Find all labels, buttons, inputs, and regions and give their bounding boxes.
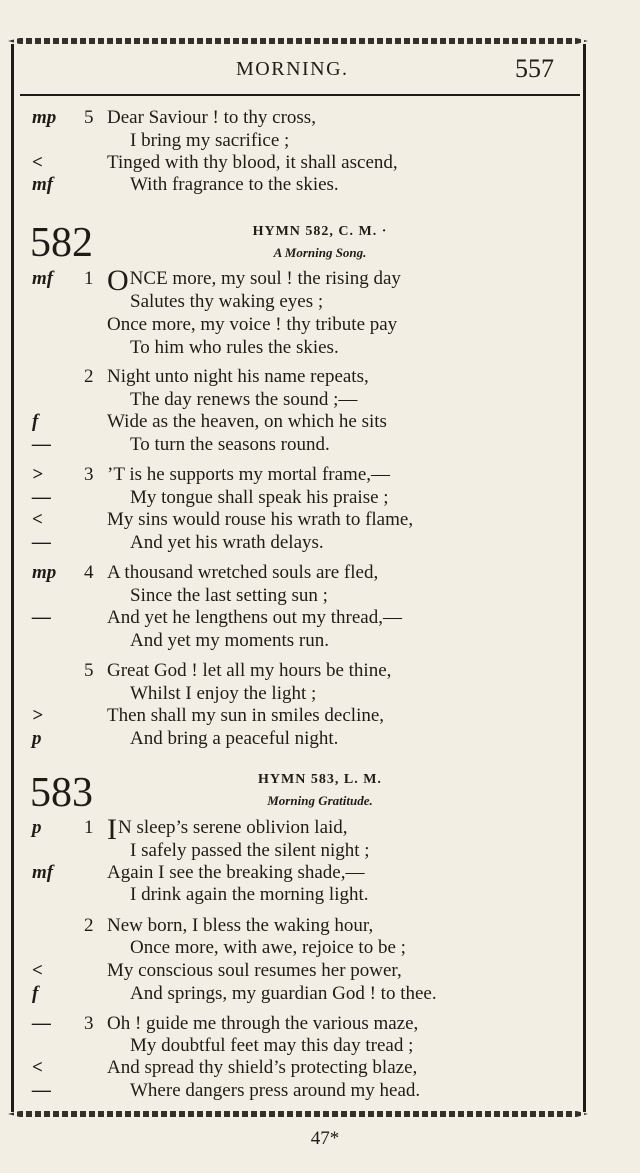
dynamic-marking: — (32, 487, 51, 508)
dynamic-marking: > (32, 705, 43, 726)
bottom-ornamental-rule (8, 1111, 588, 1117)
running-title: MORNING. (236, 58, 349, 80)
verse-text: Then shall my sun in smiles decline, (107, 705, 385, 726)
dynamic-marking: — (32, 1080, 51, 1101)
verse-line (0, 411, 640, 435)
verse-text: Once more, my voice ! thy tribute pay (107, 314, 398, 335)
verse-line (0, 130, 640, 154)
verse-text: Since the last setting sun ; (130, 585, 328, 606)
dynamic-marking: < (32, 509, 43, 530)
verse-line (0, 1035, 640, 1059)
verse-text: To him who rules the skies. (130, 337, 339, 358)
running-header (0, 54, 640, 94)
verse-text: Where dangers press around my head. (130, 1080, 421, 1101)
verse-line (0, 960, 640, 984)
dynamic-marking: < (32, 152, 43, 173)
dynamic-marking: > (32, 464, 43, 485)
stanza-number: 4 (84, 562, 94, 583)
verse-text: And bring a peaceful night. (130, 728, 339, 749)
verse-text: ONCE more, my soul ! the rising day (107, 264, 401, 297)
verse-line (0, 683, 640, 707)
verse-line (0, 813, 640, 846)
dynamic-marking: mp (32, 562, 57, 583)
verse-line (0, 464, 640, 488)
verse-line (0, 630, 640, 654)
verse-line (0, 884, 640, 908)
dynamic-marking: < (32, 960, 43, 981)
dynamic-marking: p (32, 728, 42, 749)
signature-mark: 47* (310, 1128, 340, 1149)
stanza-number: 2 (84, 366, 94, 387)
verse-line (0, 862, 640, 886)
stanza-number: 5 (84, 660, 94, 681)
verse-line (0, 660, 640, 684)
header-rule (20, 94, 580, 96)
verse-text: Dear Saviour ! to thy cross, (107, 107, 316, 128)
verse-text: With fragrance to the skies. (130, 174, 339, 195)
dynamic-marking: mp (32, 107, 57, 128)
verse-line (0, 366, 640, 390)
dynamic-marking: mf (32, 174, 54, 195)
verse-text: And spread thy shield’s protecting blaze, (107, 1057, 418, 1078)
verse-line (0, 1013, 640, 1037)
verse-line (0, 585, 640, 609)
stanza-number: 2 (84, 915, 94, 936)
dynamic-marking: mf (32, 862, 54, 883)
stanza-number: 1 (84, 268, 94, 289)
verse-text: Wide as the heaven, on which he sits (107, 411, 387, 432)
verse-line (0, 509, 640, 533)
verse-text: Night unto night his name repeats, (107, 366, 369, 387)
stanza-number: 3 (84, 464, 94, 485)
verse-text: I bring my sacrifice ; (130, 130, 290, 151)
stanza-number: 1 (84, 817, 94, 838)
verse-text: A thousand wretched souls are fled, (107, 562, 379, 583)
dynamic-marking: < (32, 1057, 43, 1078)
dynamic-marking: — (32, 434, 51, 455)
verse-text: I safely passed the silent night ; (130, 840, 370, 861)
hymn-title: HYMN 583, L. M. (258, 772, 382, 787)
verse-line (0, 840, 640, 864)
verse-text: My tongue shall speak his praise ; (130, 487, 389, 508)
verse-text: My doubtful feet may this day tread ; (130, 1035, 414, 1056)
dynamic-marking: mf (32, 268, 54, 289)
verse-text: My sins would rouse his wrath to flame, (107, 509, 414, 530)
stanza-number: 5 (84, 107, 94, 128)
verse-text: And yet he lengthens out my thread,— (107, 607, 402, 628)
verse-line (0, 487, 640, 511)
verse-text: Oh ! guide me through the various maze, (107, 1013, 419, 1034)
verse-line (0, 291, 640, 315)
verse-line (0, 705, 640, 729)
verse-text: And springs, my guardian God ! to thee. (130, 983, 437, 1004)
top-ornamental-rule (8, 38, 588, 44)
verse-text: Tinged with thy blood, it shall ascend, (107, 152, 398, 173)
verse-text: And yet his wrath delays. (130, 532, 324, 553)
dynamic-marking: f (32, 411, 39, 432)
verse-line (0, 728, 640, 752)
verse-line (0, 314, 640, 338)
verse-line (0, 434, 640, 458)
verse-text: To turn the seasons round. (130, 434, 330, 455)
verse-line (0, 1057, 640, 1081)
drop-cap: O (107, 264, 129, 297)
footer (0, 1128, 640, 1150)
verse-text: New born, I bless the waking hour, (107, 915, 374, 936)
verse-text: IN sleep’s serene oblivion laid, (107, 813, 348, 846)
verse-line (0, 174, 640, 198)
verse-text: ’T is he supports my mortal frame,— (107, 464, 391, 485)
dynamic-marking: — (32, 1013, 51, 1034)
verse-text: Great God ! let all my hours be thine, (107, 660, 392, 681)
verse-text: Once more, with awe, rejoice to be ; (130, 937, 406, 958)
verse-line (0, 915, 640, 939)
verse-line (0, 937, 640, 961)
verse-text: Salutes thy waking eyes ; (130, 291, 324, 312)
verse-line (0, 152, 640, 176)
hymn-subtitle: Morning Gratitude. (267, 793, 373, 808)
hymn-subtitle: A Morning Song. (273, 245, 367, 260)
dynamic-marking: — (32, 607, 51, 628)
dynamic-marking: f (32, 983, 39, 1004)
verse-line (0, 532, 640, 556)
verse-line (0, 107, 640, 131)
hymn-number: 582 (30, 220, 93, 266)
verse-text: I drink again the morning light. (130, 884, 369, 905)
verse-line (0, 607, 640, 631)
drop-cap: I (107, 813, 117, 846)
dynamic-marking: — (32, 532, 51, 553)
verse-line (0, 264, 640, 297)
stanza-number: 3 (84, 1013, 94, 1034)
verse-line (0, 389, 640, 413)
verse-text: And yet my moments run. (130, 630, 329, 651)
page-number: 557 (515, 54, 554, 83)
hymn-number: 583 (30, 770, 93, 816)
verse-text: Again I see the breaking shade,— (107, 862, 365, 883)
verse-line (0, 562, 640, 586)
verse-text: My conscious soul resumes her power, (107, 960, 402, 981)
verse-text: The day renews the sound ;— (130, 389, 358, 410)
verse-text: Whilst I enjoy the light ; (130, 683, 317, 704)
dynamic-marking: p (32, 817, 42, 838)
verse-line (0, 1080, 640, 1104)
verse-line (0, 983, 640, 1007)
verse-line (0, 337, 640, 361)
hymn-title: HYMN 582, C. M. · (252, 224, 388, 239)
